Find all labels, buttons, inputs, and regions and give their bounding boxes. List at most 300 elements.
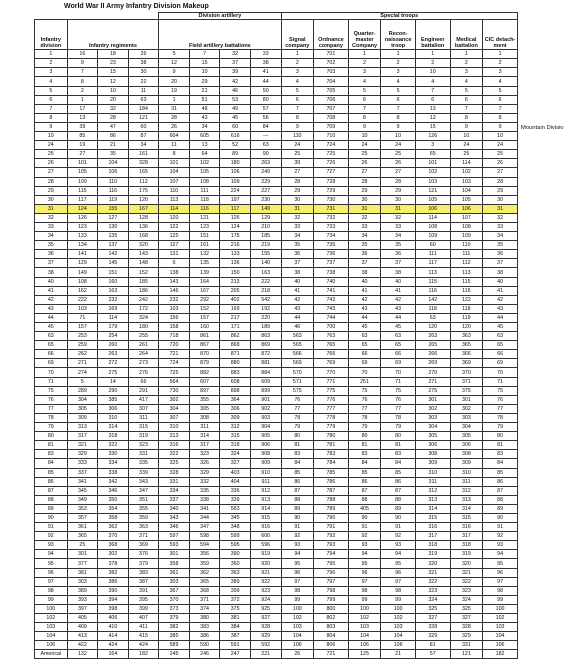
table-cell: 103 bbox=[483, 623, 518, 632]
table-cell: 98 bbox=[281, 586, 314, 595]
table-row bbox=[35, 486, 518, 495]
table-cell: 305 bbox=[450, 432, 483, 441]
table-cell: 329 bbox=[415, 632, 450, 641]
table-cell: 378 bbox=[98, 559, 129, 568]
table-cell: 118 bbox=[450, 304, 483, 313]
table-row bbox=[35, 259, 518, 268]
table-cell: 593 bbox=[159, 541, 190, 550]
table-cell: 37 bbox=[483, 259, 518, 268]
table-cell: 113 bbox=[450, 268, 483, 277]
table-row bbox=[35, 377, 518, 386]
table-cell: 86 bbox=[381, 477, 416, 486]
table-row bbox=[35, 195, 518, 204]
table-cell: 325 bbox=[450, 604, 483, 613]
division-cell: 10 bbox=[35, 132, 68, 141]
table-cell: 63 bbox=[250, 141, 281, 150]
table-row bbox=[35, 386, 518, 395]
table-cell: 29 bbox=[281, 186, 314, 195]
table-cell: 402 bbox=[220, 295, 251, 304]
table-cell: 382 bbox=[159, 623, 190, 632]
table-cell: 81 bbox=[281, 441, 314, 450]
table-cell: 160 bbox=[189, 323, 220, 332]
table-cell: 30 bbox=[348, 195, 381, 204]
table-cell: 871 bbox=[220, 350, 251, 359]
table-cell: 266 bbox=[415, 350, 450, 359]
division-cell: 94 bbox=[35, 550, 68, 559]
table-cell: 65 bbox=[348, 341, 381, 350]
table-cell: 106 bbox=[415, 204, 450, 213]
table-cell: 218 bbox=[250, 286, 281, 295]
table-row bbox=[35, 277, 518, 286]
table-cell: 81 bbox=[381, 441, 416, 450]
table-cell: 321 bbox=[67, 441, 98, 450]
table-cell: 307 bbox=[128, 404, 159, 413]
table-cell: 122 bbox=[159, 222, 190, 231]
table-cell: 315 bbox=[450, 513, 483, 522]
table-cell: 380 bbox=[189, 614, 220, 623]
table-cell: 304 bbox=[415, 423, 450, 432]
table-cell: 86 bbox=[281, 477, 314, 486]
table-cell: 399 bbox=[220, 586, 251, 595]
table-cell: 309 bbox=[450, 459, 483, 468]
table-cell: 100 bbox=[348, 604, 381, 613]
table-cell: 387 bbox=[128, 577, 159, 586]
table-cell: 721 bbox=[314, 650, 349, 659]
table-cell: 770 bbox=[314, 368, 349, 377]
table-cell: 94 bbox=[483, 550, 518, 559]
table-cell: 350 bbox=[98, 495, 129, 504]
table-cell: 390 bbox=[220, 550, 251, 559]
division-cell: 1 bbox=[35, 50, 68, 59]
table-cell: 33 bbox=[250, 50, 281, 59]
table-cell: 776 bbox=[314, 395, 349, 404]
table-cell: 161 bbox=[128, 150, 159, 159]
table-cell: 46 bbox=[220, 86, 251, 95]
table-cell: 323 bbox=[189, 450, 220, 459]
table-cell: 5 bbox=[159, 50, 190, 59]
table-cell: 276 bbox=[128, 368, 159, 377]
table-row bbox=[35, 232, 518, 241]
table-row bbox=[35, 532, 518, 541]
division-cell: 43 bbox=[35, 304, 68, 313]
table-cell: 405 bbox=[67, 614, 98, 623]
table-cell: 1 bbox=[381, 50, 416, 59]
table-cell: 313 bbox=[67, 423, 98, 432]
table-cell: 94 bbox=[381, 550, 416, 559]
table-cell: 57 bbox=[415, 650, 450, 659]
table-cell: 93 bbox=[281, 541, 314, 550]
table-cell: 34 bbox=[483, 232, 518, 241]
table-cell: 77 bbox=[281, 404, 314, 413]
table-cell: 117 bbox=[415, 259, 450, 268]
table-cell: 318 bbox=[415, 541, 450, 550]
table-cell: 742 bbox=[314, 295, 349, 304]
table-cell: 417 bbox=[128, 395, 159, 404]
table-cell: 36 bbox=[381, 250, 416, 259]
division-cell: 26 bbox=[35, 159, 68, 168]
table-cell: 4 bbox=[381, 77, 416, 86]
table-cell: 339 bbox=[220, 495, 251, 504]
table-cell: 9 bbox=[450, 122, 483, 131]
table-cell: 31 bbox=[159, 104, 190, 113]
table-cell: 3 bbox=[415, 141, 450, 150]
table-cell: 905 bbox=[250, 432, 281, 441]
table-row bbox=[35, 104, 518, 113]
table-cell: 319 bbox=[415, 550, 450, 559]
division-cell: 81 bbox=[35, 441, 68, 450]
table-cell: 158 bbox=[159, 323, 190, 332]
table-cell: 88 bbox=[483, 495, 518, 504]
table-cell: 87 bbox=[348, 486, 381, 495]
table-cell: 395 bbox=[128, 595, 159, 604]
table-cell: 63 bbox=[128, 95, 159, 104]
table-row bbox=[35, 113, 518, 122]
table-cell: 368 bbox=[189, 586, 220, 595]
table-cell: 14 bbox=[98, 377, 129, 386]
table-cell: 328 bbox=[128, 159, 159, 168]
division-cell: 104 bbox=[35, 632, 68, 641]
table-cell: 124 bbox=[67, 204, 98, 213]
table-cell: 326 bbox=[189, 459, 220, 468]
table-cell: 327 bbox=[415, 614, 450, 623]
table-cell: 331 bbox=[159, 477, 190, 486]
division-cell: 35 bbox=[35, 241, 68, 250]
table-cell: 31 bbox=[281, 204, 314, 213]
table-cell: 148 bbox=[128, 259, 159, 268]
table-cell: 920 bbox=[250, 559, 281, 568]
table-cell: 11 bbox=[159, 141, 190, 150]
table-cell: 222 bbox=[67, 295, 98, 304]
table-cell: 121 bbox=[450, 650, 483, 659]
table-cell: 120 bbox=[415, 323, 450, 332]
table-cell: 594 bbox=[189, 541, 220, 550]
table-cell: 2 bbox=[381, 59, 416, 68]
table-cell: 411 bbox=[128, 623, 159, 632]
division-cell: 24 bbox=[35, 141, 68, 150]
table-row bbox=[35, 304, 518, 313]
table-cell: 24 bbox=[450, 141, 483, 150]
table-row bbox=[35, 132, 518, 141]
table-row bbox=[35, 413, 518, 422]
table-cell: 116 bbox=[98, 186, 129, 195]
table-cell: 129 bbox=[250, 213, 281, 222]
table-cell: 542 bbox=[250, 295, 281, 304]
table-cell: 101 bbox=[159, 159, 190, 168]
table-cell: 9 bbox=[281, 122, 314, 131]
table-cell: 104 bbox=[483, 632, 518, 641]
table-cell: 304 bbox=[450, 423, 483, 432]
table-cell: 33 bbox=[348, 222, 381, 231]
table-cell: 347 bbox=[128, 486, 159, 495]
table-cell: 104 bbox=[381, 632, 416, 641]
table-cell: 803 bbox=[314, 623, 349, 632]
table-row bbox=[35, 477, 518, 486]
table-cell: 20 bbox=[98, 95, 129, 104]
table-cell: 126 bbox=[220, 213, 251, 222]
division-cell: 103 bbox=[35, 623, 68, 632]
table-cell: 337 bbox=[159, 495, 190, 504]
table-cell: 157 bbox=[189, 313, 220, 322]
division-cell: 8 bbox=[35, 113, 68, 122]
table-cell: 566 bbox=[281, 350, 314, 359]
table-cell: 76 bbox=[348, 395, 381, 404]
table-cell: 911 bbox=[250, 477, 281, 486]
table-cell: 706 bbox=[314, 95, 349, 104]
table-cell: 172 bbox=[128, 304, 159, 313]
table-row bbox=[35, 286, 518, 295]
table-cell: 119 bbox=[98, 195, 129, 204]
table-cell: 700 bbox=[314, 323, 349, 332]
table-cell: 730 bbox=[159, 386, 190, 395]
table-cell: 104 bbox=[281, 632, 314, 641]
division-cell: 34 bbox=[35, 232, 68, 241]
table-cell: 301 bbox=[159, 550, 190, 559]
table-cell: 1 bbox=[67, 95, 98, 104]
table-cell: 8 bbox=[381, 113, 416, 122]
table-row bbox=[35, 568, 518, 577]
table-cell: 921 bbox=[250, 568, 281, 577]
division-cell: 86 bbox=[35, 477, 68, 486]
table-cell: 884 bbox=[250, 368, 281, 377]
table-row bbox=[35, 623, 518, 632]
table-cell: 802 bbox=[314, 614, 349, 623]
header-signal: Signal company bbox=[281, 20, 314, 50]
table-cell: 289 bbox=[67, 386, 98, 395]
table-cell: 321 bbox=[450, 568, 483, 577]
table-cell: 727 bbox=[314, 168, 349, 177]
table-cell: 707 bbox=[314, 104, 349, 113]
division-cell: 91 bbox=[35, 523, 68, 532]
table-row bbox=[35, 122, 518, 131]
table-row bbox=[35, 332, 518, 341]
division-cell: 5 bbox=[35, 86, 68, 95]
table-cell: 163 bbox=[98, 286, 129, 295]
table-cell: 385 bbox=[159, 632, 190, 641]
table-cell: 71 bbox=[483, 377, 518, 386]
table-row bbox=[35, 404, 518, 413]
table-cell: 366 bbox=[450, 350, 483, 359]
table-cell: 317 bbox=[67, 432, 98, 441]
table-row bbox=[35, 204, 518, 213]
table-cell: 329 bbox=[189, 468, 220, 477]
table-cell: 797 bbox=[314, 577, 349, 586]
table-row bbox=[35, 150, 518, 159]
table-cell: 43 bbox=[348, 304, 381, 313]
table-cell: 86 bbox=[348, 477, 381, 486]
table-cell: 349 bbox=[67, 495, 98, 504]
table-cell: 373 bbox=[159, 604, 190, 613]
table-cell: 33 bbox=[381, 222, 416, 231]
table-cell: 184 bbox=[128, 104, 159, 113]
table-cell: 110 bbox=[450, 241, 483, 250]
table-cell: 75 bbox=[348, 386, 381, 395]
table-cell: 30 bbox=[483, 195, 518, 204]
table-row bbox=[35, 141, 518, 150]
table-cell: 83 bbox=[281, 450, 314, 459]
group-header-row bbox=[35, 13, 518, 20]
table-cell: 4 bbox=[281, 77, 314, 86]
table-cell: 386 bbox=[98, 577, 129, 586]
table-cell: 117 bbox=[220, 204, 251, 213]
division-cell: 76 bbox=[35, 395, 68, 404]
table-cell: 362 bbox=[98, 523, 129, 532]
table-cell: 369 bbox=[450, 359, 483, 368]
table-cell: 90 bbox=[483, 513, 518, 522]
table-cell: 361 bbox=[67, 523, 98, 532]
table-cell: 777 bbox=[314, 404, 349, 413]
table-cell: 868 bbox=[220, 341, 251, 350]
table-cell: 409 bbox=[67, 623, 98, 632]
table-cell: 355 bbox=[128, 504, 159, 513]
table-cell: 367 bbox=[159, 586, 190, 595]
division-cell: 45 bbox=[35, 323, 68, 332]
table-cell: 355 bbox=[189, 395, 220, 404]
table-cell: 28 bbox=[281, 177, 314, 186]
table-cell: 323 bbox=[128, 441, 159, 450]
table-cell: 322 bbox=[159, 450, 190, 459]
table-cell: 3 bbox=[450, 68, 483, 77]
table-cell: 99 bbox=[381, 595, 416, 604]
table-cell: 370 bbox=[98, 532, 129, 541]
table-cell: 115 bbox=[67, 186, 98, 195]
table-cell: 86 bbox=[483, 477, 518, 486]
table-cell: 374 bbox=[189, 604, 220, 613]
division-cell: 6 bbox=[35, 95, 68, 104]
table-cell: 414 bbox=[98, 632, 129, 641]
table-cell: 71 bbox=[381, 377, 416, 386]
table-cell: 100 bbox=[381, 604, 416, 613]
table-cell: 38 bbox=[128, 59, 159, 68]
table-body bbox=[35, 50, 518, 659]
table-cell: 125 bbox=[348, 650, 381, 659]
table-cell: 27 bbox=[483, 168, 518, 177]
table-cell: 903 bbox=[250, 413, 281, 422]
table-cell: 99 bbox=[348, 595, 381, 604]
table-cell: 84 bbox=[483, 459, 518, 468]
table-cell: 115 bbox=[415, 277, 450, 286]
table-cell: 571 bbox=[281, 377, 314, 386]
table-cell: 5 bbox=[381, 86, 416, 95]
side-note: Mountain Divisio bbox=[521, 125, 564, 132]
table-cell: 87 bbox=[128, 132, 159, 141]
table-cell: 897 bbox=[189, 386, 220, 395]
table-cell: 327 bbox=[450, 614, 483, 623]
division-cell: 4 bbox=[35, 77, 68, 86]
table-cell: 291 bbox=[128, 386, 159, 395]
table-cell: 910 bbox=[250, 468, 281, 477]
table-cell: 112 bbox=[450, 259, 483, 268]
table-cell: 108 bbox=[67, 277, 98, 286]
table-cell: 135 bbox=[189, 259, 220, 268]
table-cell: 724 bbox=[314, 141, 349, 150]
table-cell: 8 bbox=[159, 150, 190, 159]
table-cell: 310 bbox=[159, 423, 190, 432]
table-cell: 123 bbox=[67, 222, 98, 231]
table-cell: 34 bbox=[381, 232, 416, 241]
table-cell: 341 bbox=[189, 504, 220, 513]
table-row bbox=[35, 368, 518, 377]
table-cell: 83 bbox=[483, 450, 518, 459]
table-cell: 34 bbox=[189, 122, 220, 131]
table-cell: 156 bbox=[159, 313, 190, 322]
table-cell: 78 bbox=[483, 413, 518, 422]
table-cell: 763 bbox=[314, 332, 349, 341]
division-cell: 75 bbox=[35, 386, 68, 395]
table-cell: 272 bbox=[98, 359, 129, 368]
table-cell: 406 bbox=[98, 614, 129, 623]
table-cell: 150 bbox=[220, 268, 251, 277]
table-cell: 365 bbox=[189, 577, 220, 586]
division-cell: 38 bbox=[35, 268, 68, 277]
table-cell: 84 bbox=[381, 459, 416, 468]
table-cell: 142 bbox=[415, 295, 450, 304]
division-cell: 70 bbox=[35, 368, 68, 377]
table-cell: 778 bbox=[314, 413, 349, 422]
table-cell: 87 bbox=[281, 486, 314, 495]
table-cell: 415 bbox=[128, 632, 159, 641]
table-cell: 313 bbox=[450, 495, 483, 504]
table-cell: 315 bbox=[128, 423, 159, 432]
table-cell: 345 bbox=[67, 486, 98, 495]
table-cell: 34 bbox=[348, 232, 381, 241]
table-cell: 84 bbox=[281, 459, 314, 468]
table-cell: 40 bbox=[348, 277, 381, 286]
table-cell: 301 bbox=[415, 395, 450, 404]
table-cell: 925 bbox=[250, 604, 281, 613]
table-cell: 109 bbox=[220, 177, 251, 186]
table-cell: 881 bbox=[250, 359, 281, 368]
table-cell: 91 bbox=[483, 523, 518, 532]
table-cell: 788 bbox=[314, 495, 349, 504]
table-row bbox=[35, 468, 518, 477]
table-cell: 379 bbox=[159, 614, 190, 623]
table-cell: 115 bbox=[450, 277, 483, 286]
table-cell: 41 bbox=[348, 286, 381, 295]
table-cell: 89 bbox=[281, 504, 314, 513]
table-cell: 730 bbox=[314, 195, 349, 204]
table-cell: 114 bbox=[159, 204, 190, 213]
header-field-artillery: Field artillery battalions bbox=[159, 20, 281, 50]
table-cell: 310 bbox=[450, 468, 483, 477]
table-cell: 84 bbox=[348, 459, 381, 468]
table-cell: 60 bbox=[220, 122, 251, 131]
table-row bbox=[35, 459, 518, 468]
table-cell: 319 bbox=[450, 550, 483, 559]
table-cell: 33 bbox=[281, 222, 314, 231]
table-cell: 312 bbox=[415, 486, 450, 495]
table-cell: 93 bbox=[381, 541, 416, 550]
table-cell: 40 bbox=[381, 277, 416, 286]
table-cell: 164 bbox=[98, 650, 129, 659]
table-cell: 786 bbox=[314, 477, 349, 486]
column-header-row bbox=[35, 20, 518, 50]
table-cell: 45 bbox=[381, 323, 416, 332]
table-cell: 42 bbox=[281, 295, 314, 304]
table-cell: 43 bbox=[483, 304, 518, 313]
table-cell: 97 bbox=[281, 577, 314, 586]
table-cell: 81 bbox=[415, 641, 450, 650]
table-cell: 136 bbox=[220, 259, 251, 268]
table-cell: 42 bbox=[483, 295, 518, 304]
table-cell: 370 bbox=[159, 595, 190, 604]
table-cell: 230 bbox=[250, 195, 281, 204]
table-cell: 322 bbox=[415, 577, 450, 586]
table-cell: 102 bbox=[381, 614, 416, 623]
table-cell: 106 bbox=[281, 641, 314, 650]
table-cell: 80 bbox=[381, 432, 416, 441]
table-row bbox=[35, 513, 518, 522]
table-cell: 45 bbox=[348, 323, 381, 332]
